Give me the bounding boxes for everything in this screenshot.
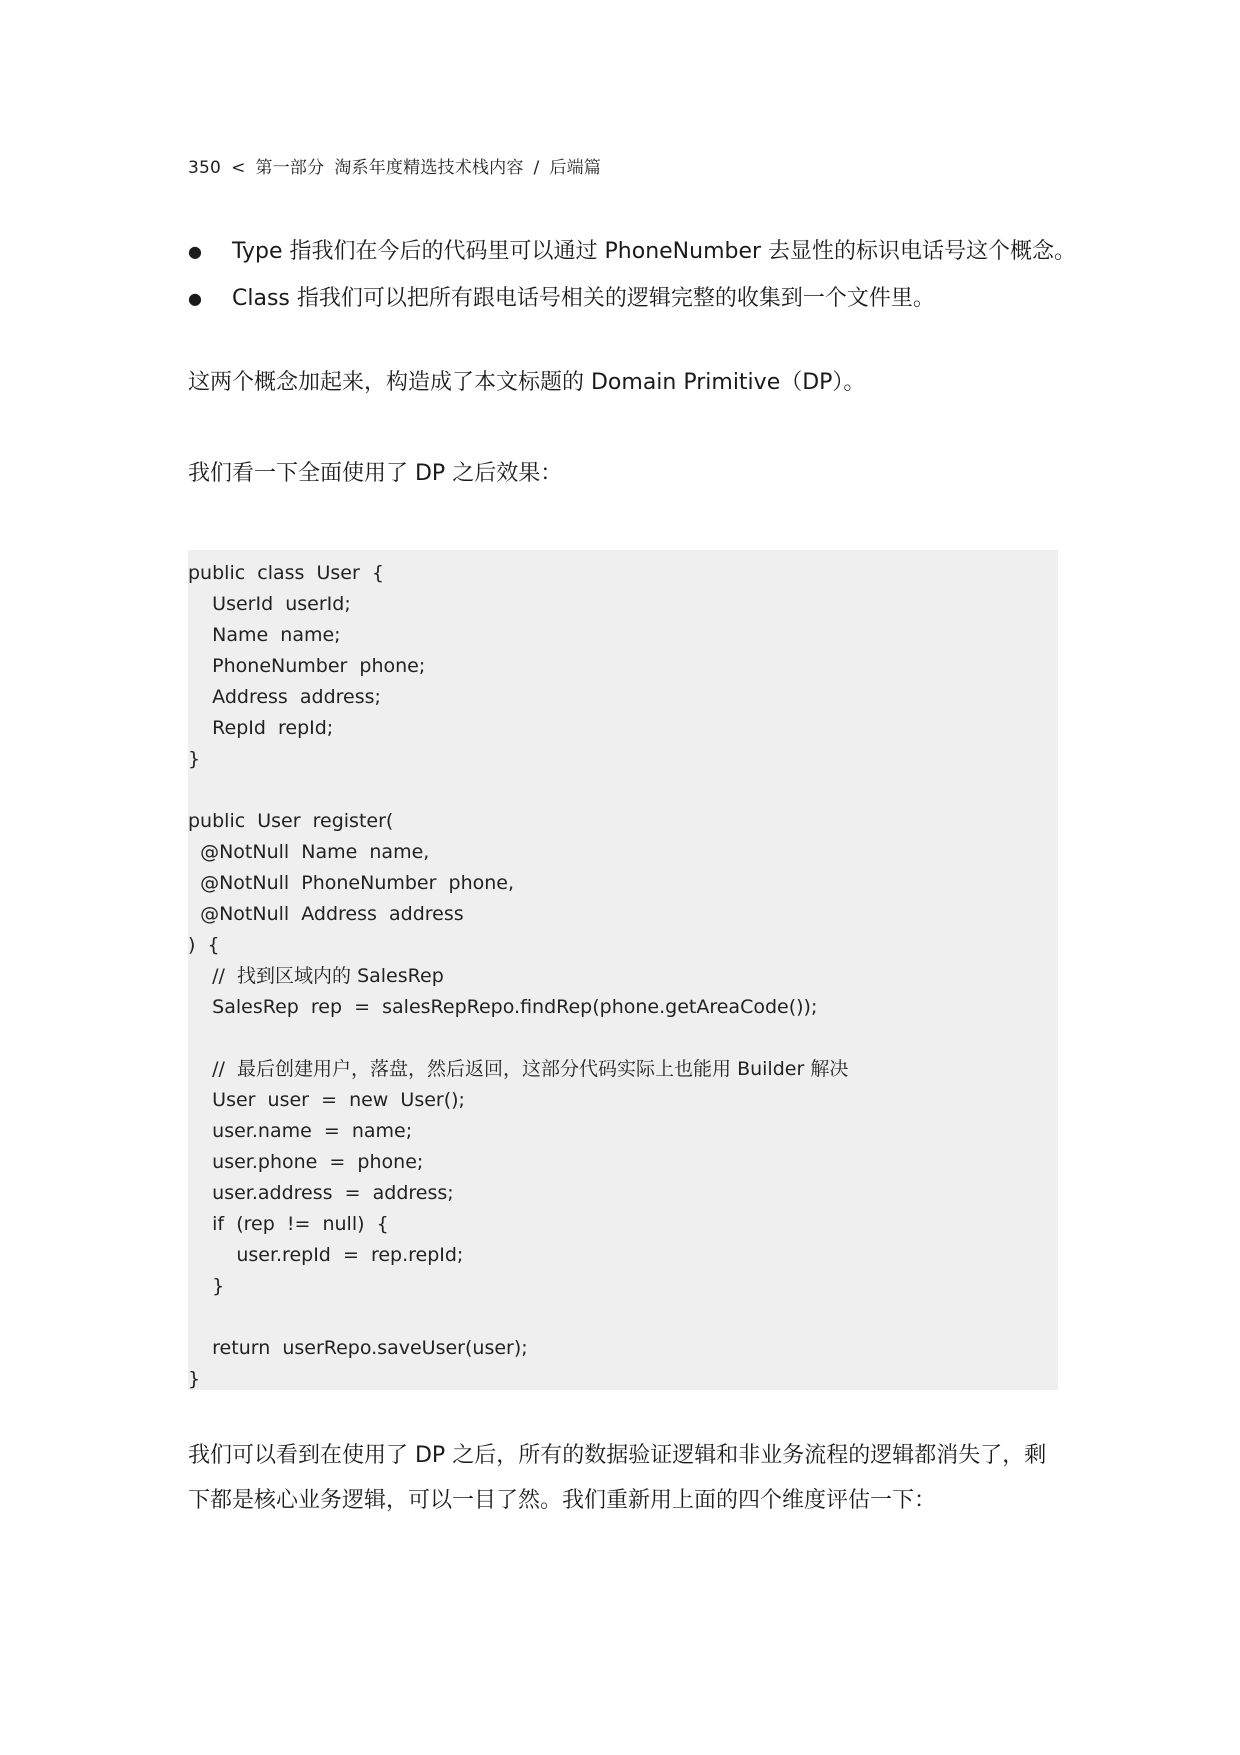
header-slash: / xyxy=(533,158,540,178)
code-line: SalesRep rep = salesRepRepo.findRep(phone.getAreaCode()); xyxy=(188,996,818,1018)
running-header xyxy=(188,153,611,178)
code-line: public User register( xyxy=(188,810,394,832)
bullet-icon: ● xyxy=(188,289,202,308)
code-line: @NotNull Name name, xyxy=(188,841,430,863)
header-chevron: < xyxy=(231,158,246,178)
code-line: Address address; xyxy=(188,686,381,708)
code-line: // 找到区域内的 SalesRep xyxy=(188,965,444,987)
code-line: PhoneNumber phone; xyxy=(188,655,426,677)
code-line: @NotNull Address address xyxy=(188,903,464,925)
code-line: Name name; xyxy=(188,624,341,646)
page-number: 350 xyxy=(188,158,222,178)
code-line: public class User { xyxy=(188,562,384,584)
code-line: user.name = name; xyxy=(188,1120,413,1142)
header-book-title: 淘系年度精选技术栈内容 xyxy=(334,158,524,178)
concept-paragraph: 这两个概念加起来，构造成了本文标题的 Domain Primitive（DP）。 xyxy=(188,370,866,395)
code-line: user.address = address; xyxy=(188,1182,454,1204)
code-line: } xyxy=(188,1275,225,1297)
bullet-list xyxy=(188,228,1077,322)
code-line: user.repId = rep.repId; xyxy=(188,1244,464,1266)
code-line: UserId userId; xyxy=(188,593,351,615)
list-item xyxy=(188,228,1077,275)
code-block xyxy=(188,550,1058,1390)
header-part: 第一部分 xyxy=(255,158,325,178)
header-section: 后端篇 xyxy=(549,158,602,178)
code-line: } xyxy=(188,748,201,770)
list-item xyxy=(188,275,1068,322)
code-line: if (rep != null) { xyxy=(188,1213,389,1235)
code-line: RepId repId; xyxy=(188,717,334,739)
summary-paragraph-line-2: 下都是核心业务逻辑，可以一目了然。我们重新用上面的四个维度评估一下： xyxy=(188,1488,937,1513)
code-line: // 最后创建用户，落盘，然后返回，这部分代码实际上也能用 Builder 解决 xyxy=(188,1058,849,1080)
code-line: User user = new User(); xyxy=(188,1089,465,1111)
code-line: } xyxy=(188,1368,201,1390)
bullet-text: Type 指我们在今后的代码里可以通过 PhoneNumber 去显性的标识电话号这个概念。 xyxy=(232,239,1077,264)
code-line: return userRepo.saveUser(user); xyxy=(188,1337,528,1359)
code-line: ) { xyxy=(188,934,220,956)
bullet-text: Class 指我们可以把所有跟电话号相关的逻辑完整的收集到一个文件里。 xyxy=(232,286,935,311)
bullet-icon: ● xyxy=(188,242,202,261)
summary-paragraph-line-1: 我们可以看到在使用了 DP 之后，所有的数据验证逻辑和非业务流程的逻辑都消失了，剩 xyxy=(188,1443,1047,1468)
code-line: user.phone = phone; xyxy=(188,1151,424,1173)
code-line: @NotNull PhoneNumber phone, xyxy=(188,872,515,894)
intro-paragraph: 我们看一下全面使用了 DP 之后效果： xyxy=(188,461,563,486)
